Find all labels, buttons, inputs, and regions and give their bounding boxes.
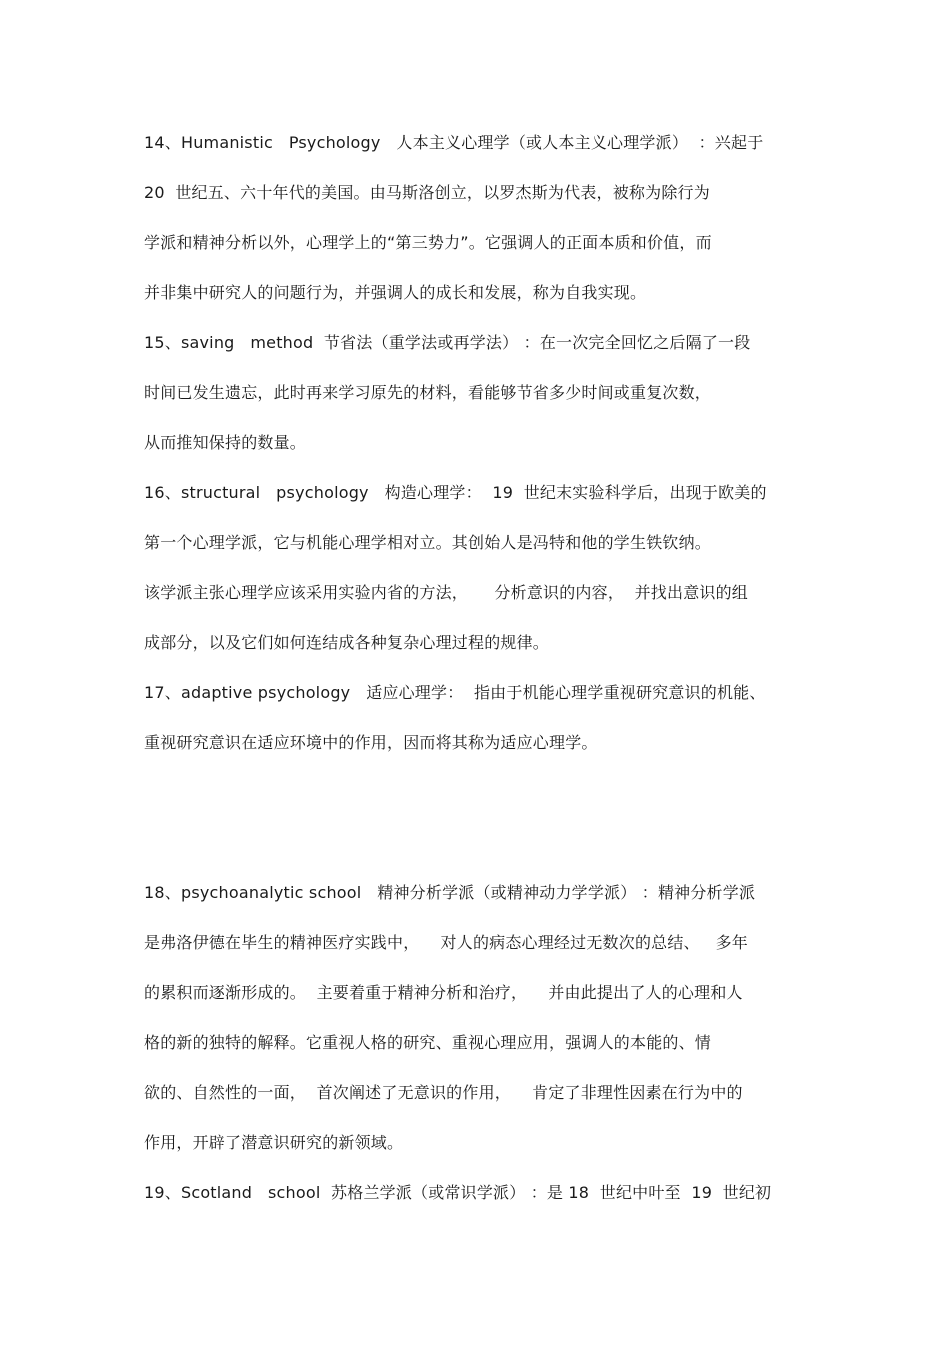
entry-18-line-5: 欲的、自然性的一面， 首次阐述了无意识的作用， 肯定了非理性因素在行为中的 [144, 1083, 743, 1102]
entry-15-line-2: 时间已发生遗忘，此时再来学习原先的材料，看能够节省多少时间或重复次数， [144, 383, 712, 402]
entry-18-line-3: 的累积而逐渐形成的。 主要着重于精神分析和治疗， 并由此提出了人的心理和人 [144, 983, 743, 1002]
entry-18-line-1: 18、psychoanalytic school 精神分析学派（或精神动力学学派） ：精神分析学派 [144, 883, 756, 902]
entry-14-line-2: 20 世纪五、六十年代的美国。由马斯洛创立，以罗杰斯为代表，被称为除行为 [144, 183, 710, 202]
entry-17-line-1: 17、adaptive psychology 适应心理学： 指由于机能心理学重视研究意识的机能、 [144, 683, 766, 702]
entry-16-line-4: 成部分，以及它们如何连结成各种复杂心理过程的规律。 [144, 633, 550, 652]
entry-16-line-3: 该学派主张心理学应该采用实验内省的方法， 分析意识的内容， 并找出意识的组 [144, 583, 749, 602]
entry-18-line-4: 格的新的独特的解释。它重视人格的研究、重视心理应用，强调人的本能的、情 [144, 1033, 712, 1052]
entry-16-line-1: 16、structural psychology 构造心理学： 19 世纪末实验科学后，出现于欧美的 [144, 483, 767, 502]
entry-14-line-3: 学派和精神分析以外，心理学上的“第三势力”。它强调人的正面本质和价值，而 [144, 233, 712, 252]
entry-19-line-1: 19、Scotland school 苏格兰学派（或常识学派） ：是 18 世纪中叶至 19 世纪初 [144, 1183, 772, 1202]
entry-14-line-4: 并非集中研究人的问题行为，并强调人的成长和发展，称为自我实现。 [144, 283, 647, 302]
entry-18-line-6: 作用，开辟了潜意识研究的新领域。 [144, 1133, 404, 1152]
entry-15-line-3: 从而推知保持的数量。 [144, 433, 307, 452]
entry-18-line-2: 是弗洛伊德在毕生的精神医疗实践中， 对人的病态心理经过无数次的总结、 多年 [144, 933, 749, 952]
entry-14-line-1: 14、Humanistic Psychology 人本主义心理学（或人本主义心理学派） ：兴起于 [144, 133, 764, 152]
entry-16-line-2: 第一个心理学派，它与机能心理学相对立。其创始人是冯特和他的学生铁钦纳。 [144, 533, 712, 552]
entry-17-line-2: 重视研究意识在适应环境中的作用，因而将其称为适应心理学。 [144, 733, 598, 752]
entry-15-line-1: 15、saving method 节省法（重学法或再学法） ：在一次完全回忆之后隔了一段 [144, 333, 751, 352]
